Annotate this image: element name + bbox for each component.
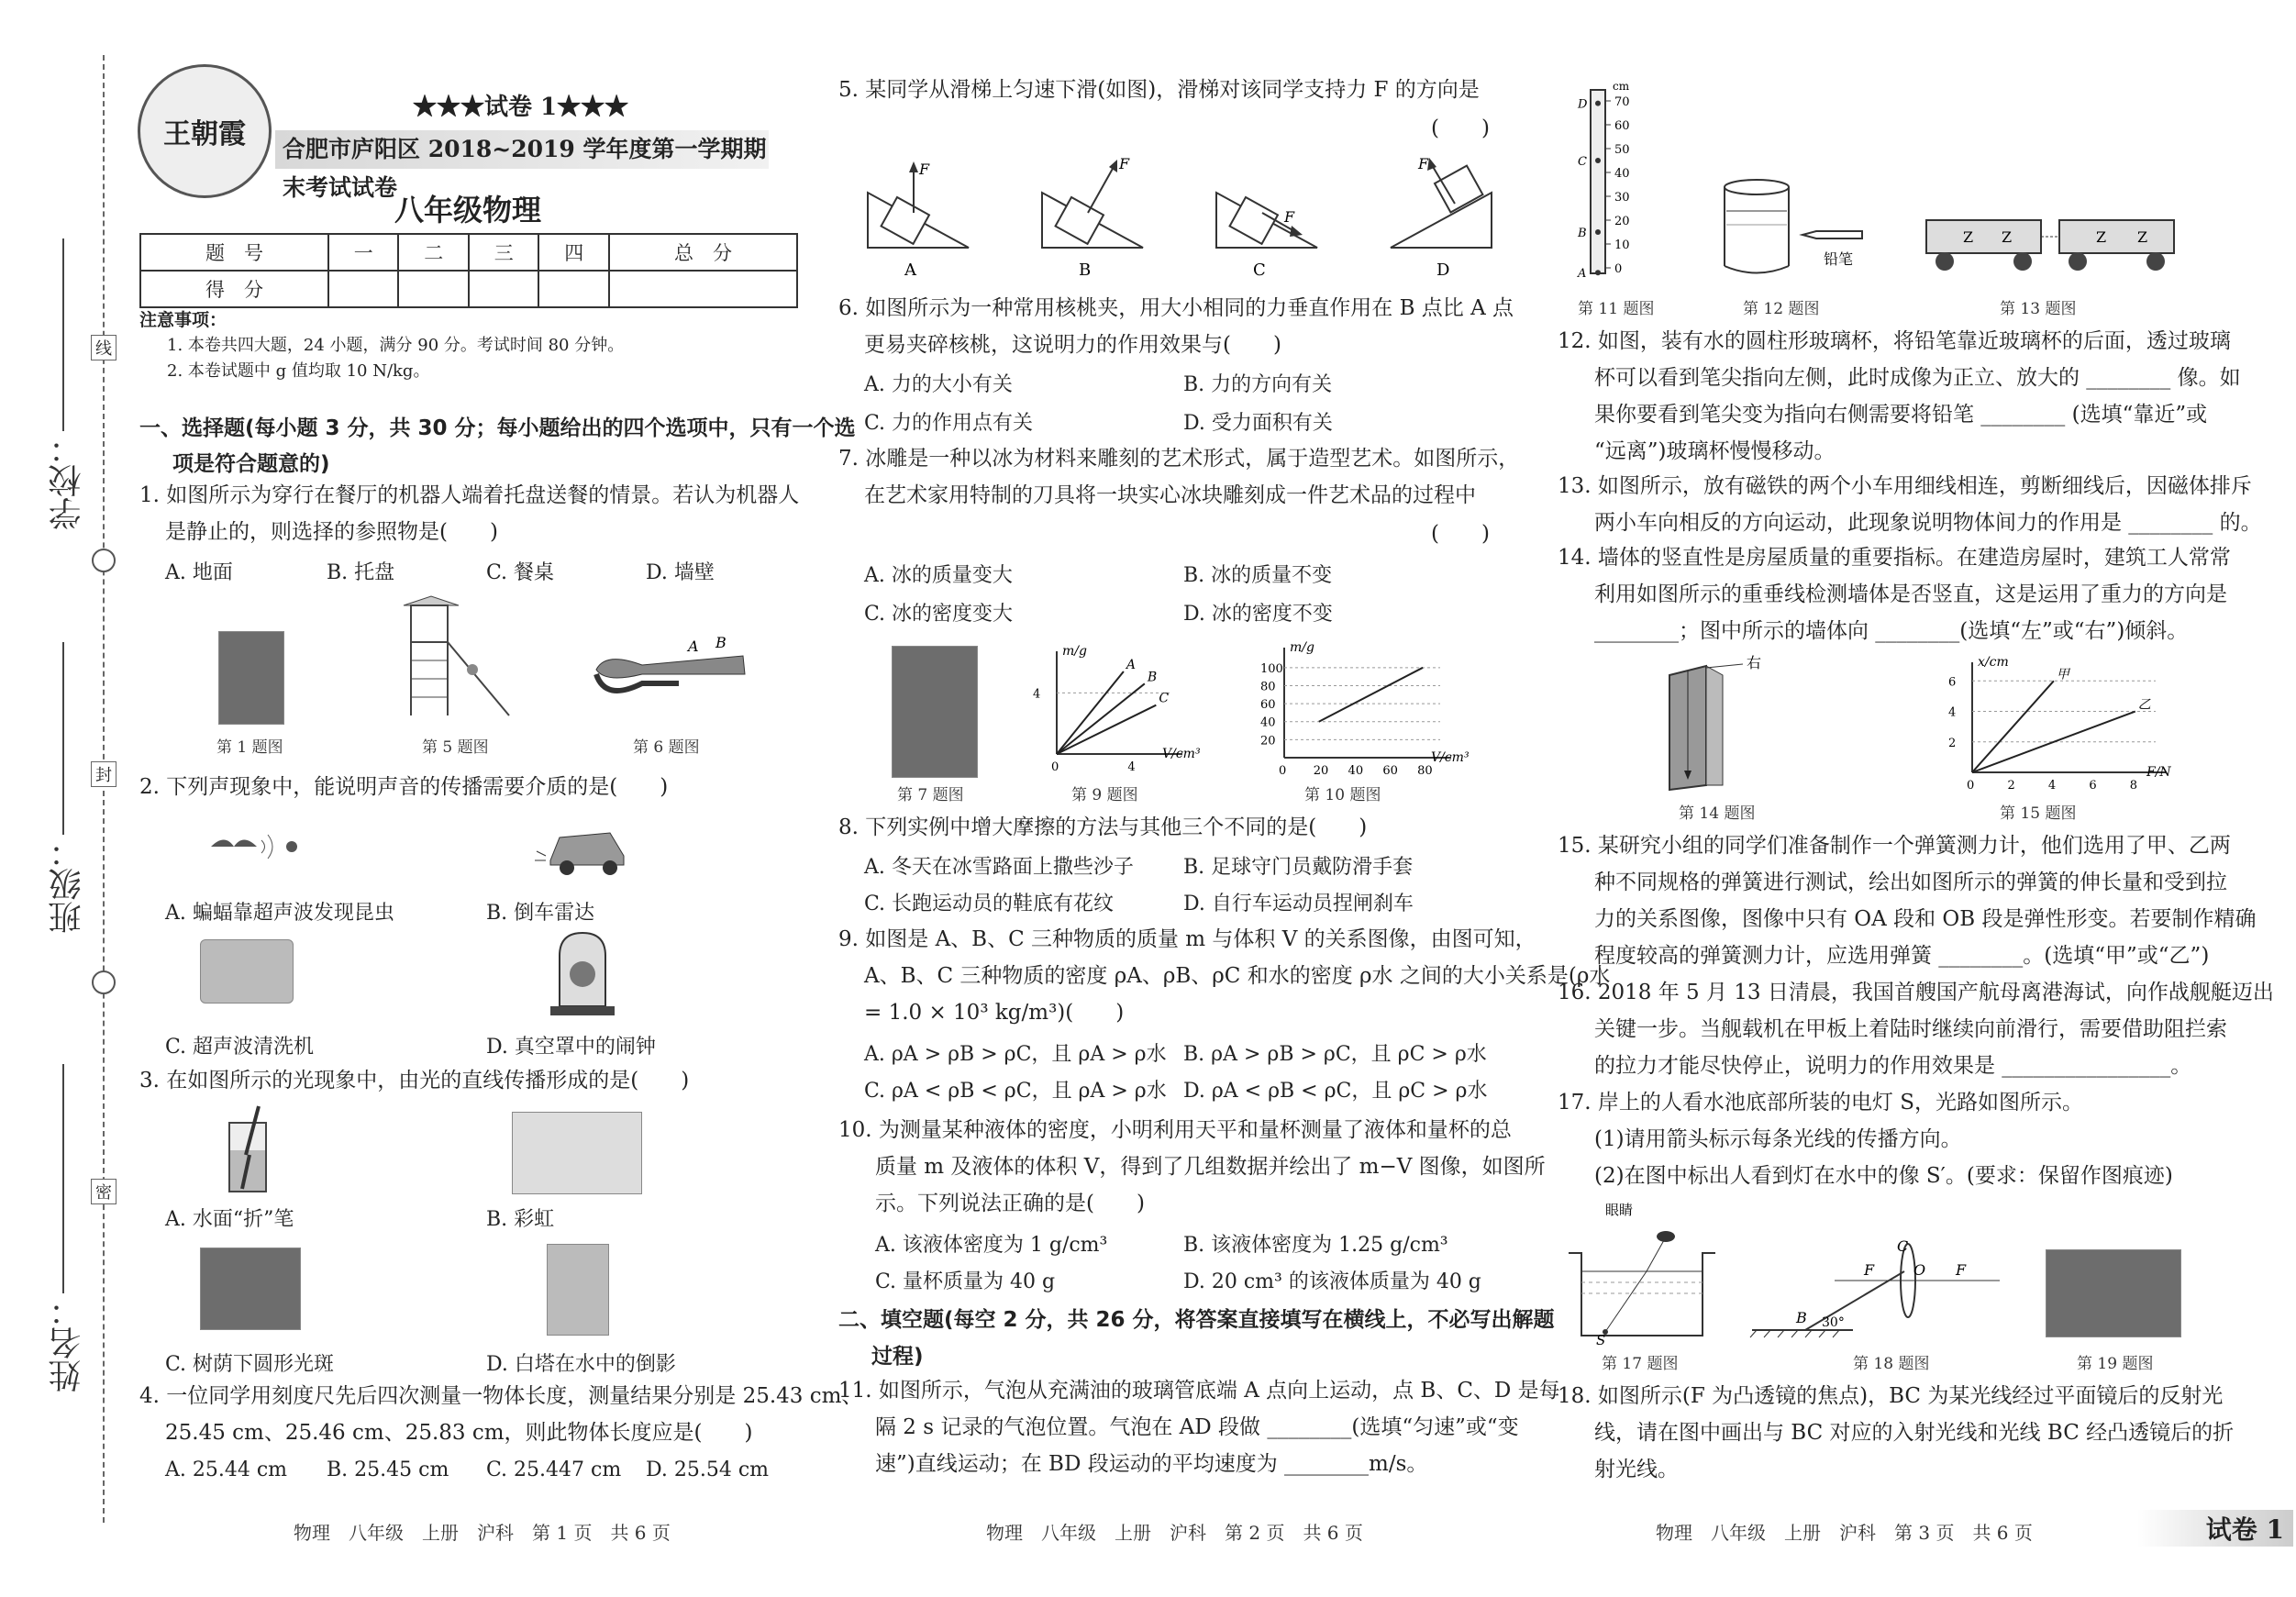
x-tick-label: 4 xyxy=(2047,779,2057,793)
svg-text:Z: Z xyxy=(2096,228,2107,246)
q1-option-c[interactable]: C. 餐桌 xyxy=(486,561,555,584)
series-line xyxy=(1972,681,2054,772)
scale-label: 20 xyxy=(1614,215,1630,228)
q9-chart xyxy=(1027,642,1201,780)
scale-label: 70 xyxy=(1614,95,1630,109)
q10-option-a[interactable]: A. 该液体密度为 1 g/cm³ xyxy=(875,1234,1108,1257)
lamp-label: S xyxy=(1596,1332,1606,1348)
series-line xyxy=(1057,683,1145,754)
question-2-stem: 2. 下列声现象中，能说明声音的传播需要介质的是( ) xyxy=(139,775,669,799)
q7-option-b[interactable]: B. 冰的质量不变 xyxy=(1183,564,1333,587)
question-9-stem-cont2: = 1.0 × 10³ kg/m³)( ) xyxy=(864,1001,1125,1025)
question-18-stem: 18. 如图所示(F 为凸透镜的焦点)，BC 为某光线经过平面镜后的反射光 xyxy=(1558,1384,2224,1408)
q5-label-b: B xyxy=(1079,261,1092,280)
point-label: C xyxy=(1578,155,1587,169)
q5-label-a: A xyxy=(904,261,916,280)
y-axis-label: x/cm xyxy=(1978,655,2009,670)
paper-tag: ★★★试卷 1★★★ xyxy=(413,94,629,121)
question-10-stem: 10. 为测量某种液体的密度，小明利用天平和量杯测量了液体和量杯的总 xyxy=(838,1118,1512,1142)
series-label: 甲 xyxy=(2056,667,2069,682)
x-axis-label: V/cm³ xyxy=(1431,750,1470,765)
question-12-stem-cont: 杯可以看到笔尖指向左侧，此时成像为正立、放大的 ________ 像。如 xyxy=(1594,366,2241,390)
q5-option-d-figure[interactable] xyxy=(1391,155,1492,280)
question-15-stem-cont: 种不同规格的弹簧进行测试，绘出如图所示的弹簧的伸长量和受到拉 xyxy=(1594,871,2227,894)
figure-caption-9: 第 9 题图 xyxy=(1071,786,1138,804)
q2-option-b[interactable]: B. 倒车雷达 xyxy=(486,902,595,925)
x-tick-label: 0 xyxy=(1051,760,1059,774)
q7-option-c[interactable]: C. 冰的密度变大 xyxy=(864,603,1014,626)
rainbow-photo xyxy=(512,1112,642,1194)
scale-label: 10 xyxy=(1614,238,1630,252)
score-header-cell: 二 xyxy=(398,234,468,271)
question-1-stem-cont: 是静止的，则选择的参照物是( ) xyxy=(165,520,498,544)
angle-label: 30° xyxy=(1822,1315,1845,1330)
q17-pool-figure xyxy=(1569,1198,1715,1348)
series-label: B xyxy=(1147,670,1158,685)
name-label: 姓名： xyxy=(49,1293,86,1392)
question-8-stem: 8. 下列实例中增大摩擦的方法与其他三个不同的是( ) xyxy=(838,815,1368,839)
point-label: A xyxy=(1578,267,1587,282)
q8-option-d[interactable]: D. 自行车运动员捏闸刹车 xyxy=(1183,893,1414,915)
scale-label: 40 xyxy=(1614,167,1630,181)
question-16-stem: 16. 2018 年 5 月 13 日清晨，我国首艘国产航母离港海试，向作战舰艇迈出 xyxy=(1558,981,2274,1004)
bubble-mark xyxy=(1595,158,1601,163)
x-tick-label: 0 xyxy=(1967,779,1975,793)
x-tick-label: 60 xyxy=(1382,764,1398,778)
page-column-1 xyxy=(0,0,863,1597)
x-tick-label: 2 xyxy=(2007,779,2015,793)
x-tick-label: 0 xyxy=(1279,764,1287,778)
q5-option-a-figure[interactable] xyxy=(868,161,969,280)
q14-brick-wall-figure xyxy=(1651,654,1789,794)
q2-option-d[interactable]: D. 真空罩中的闹钟 xyxy=(486,1036,656,1059)
q8-option-b[interactable]: B. 足球守门员戴防滑手套 xyxy=(1183,856,1414,879)
y-tick-label: 80 xyxy=(1260,680,1276,694)
series-line xyxy=(1319,668,1423,722)
series-label: 乙 xyxy=(2137,697,2151,713)
series-line xyxy=(1057,705,1156,754)
q4-option-b[interactable]: B. 25.45 cm xyxy=(327,1458,449,1481)
q10-chart xyxy=(1248,637,1470,783)
q11-oil-tube-figure xyxy=(1559,81,1669,292)
y-tick-label: 20 xyxy=(1260,734,1276,749)
q10-option-c[interactable]: C. 量杯质量为 40 g xyxy=(875,1270,1056,1293)
score-header-cell: 四 xyxy=(538,234,608,271)
series-label: C xyxy=(1159,691,1170,706)
y-tick-label: 6 xyxy=(1948,675,1957,690)
x-tick-label: 6 xyxy=(2089,779,2097,793)
force-label: F xyxy=(1284,208,1295,226)
bat-figure xyxy=(202,824,303,870)
question-5-stem: 5. 某同学从滑梯上匀速下滑(如图)，滑梯对该同学支持力 F 的方向是 xyxy=(838,78,1480,102)
question-7-stem: 7. 冰雕是一种以冰为材料来雕刻的艺术形式，属于造型艺术。如图所示， xyxy=(838,447,1520,471)
question-6-stem: 6. 如图所示为一种常用核桃夹，用大小相同的力垂直作用在 B 点比 A 点 xyxy=(838,296,1514,320)
question-5-paren: ( ) xyxy=(1431,116,1490,140)
series-line xyxy=(1057,671,1124,754)
figure-caption-7: 第 7 题图 xyxy=(897,786,964,804)
exam-title: 合肥市庐阳区 2018~2019 学年度第一学期期末考试试卷 xyxy=(275,130,769,169)
school-label: 学校： xyxy=(49,431,86,530)
q1-option-a[interactable]: A. 地面 xyxy=(165,561,233,584)
brand-name: 王朝霞 xyxy=(163,118,246,150)
score-cell[interactable] xyxy=(609,271,797,307)
score-cell[interactable] xyxy=(538,271,608,307)
q18-lens-figure xyxy=(1743,1238,2018,1348)
y-axis-label: m/g xyxy=(1290,640,1314,655)
q1-option-b[interactable]: B. 托盘 xyxy=(327,561,395,584)
score-row-label: 得 分 xyxy=(140,271,328,307)
question-17-part2: (2)在图中标出人看到灯在水中的像 S′。(要求：保留作图痕迹) xyxy=(1594,1164,2173,1188)
question-14-stem-cont2: ________；图中所示的墙体向 ________(选填“左”或“右”)倾斜。 xyxy=(1594,619,2189,643)
q7-option-d[interactable]: D. 冰的密度不变 xyxy=(1183,603,1333,626)
svg-text:Z: Z xyxy=(2137,228,2148,246)
question-10-stem-cont2: 示。下列说法正确的是( ) xyxy=(875,1192,1145,1215)
question-15-stem-cont3: 程度较高的弹簧测力计，应选用弹簧 ________。(选填“甲”或“乙”) xyxy=(1594,944,2210,968)
section-1-heading: 一、选择题(每小题 3 分，共 30 分；每小题给出的四个选项中，只有一个选 xyxy=(139,416,856,440)
question-15-stem-cont2: 力的关系图像，图像中只有 OA 段和 OB 段是弹性形变。若要制作精确 xyxy=(1594,907,2257,931)
figure-caption-11: 第 11 题图 xyxy=(1578,300,1655,318)
x-tick-label: 4 xyxy=(1127,760,1136,774)
x-tick-label: 80 xyxy=(1417,764,1433,778)
q6-option-b[interactable]: B. 力的方向有关 xyxy=(1183,373,1333,396)
question-14-stem-cont: 利用如图所示的重垂线检测墙体是否竖直，这是运用了重力的方向是 xyxy=(1594,582,2227,606)
q9-option-d[interactable]: D. ρA < ρB < ρC，且 ρC > ρ水 xyxy=(1183,1080,1488,1103)
q8-option-c[interactable]: C. 长跑运动员的鞋底有花纹 xyxy=(864,893,1115,915)
page-column-3 xyxy=(1550,0,2296,1597)
y-tick-label: 40 xyxy=(1260,715,1276,730)
q6-option-a[interactable]: A. 力的大小有关 xyxy=(864,373,1013,396)
q3-option-a[interactable]: A. 水面“折”笔 xyxy=(165,1208,294,1231)
point-b-label: B xyxy=(1796,1309,1807,1326)
question-13-stem: 13. 如图所示，放有磁铁的两个小车用细线相连，剪断细线后，因磁体排斥 xyxy=(1558,474,2252,498)
q5-label-d: D xyxy=(1436,261,1450,280)
q5-incline-options xyxy=(859,156,1501,284)
q4-option-d[interactable]: D. 25.54 cm xyxy=(646,1458,769,1481)
q9-option-c[interactable]: C. ρA < ρB < ρC，且 ρA > ρ水 xyxy=(864,1080,1167,1103)
scale-label: 30 xyxy=(1614,191,1630,205)
series-label: A xyxy=(1126,658,1137,672)
question-10-stem-cont: 质量 m 及液体的体积 V，得到了几组数据并绘出了 m−V 图像，如图所 xyxy=(875,1155,1546,1179)
x-tick-label: 8 xyxy=(2129,779,2138,793)
question-9-stem: 9. 如图是 A、B、C 三种物质的质量 m 与体积 V 的关系图像，由图可知， xyxy=(838,927,1536,951)
force-label: F xyxy=(1418,155,1429,172)
ice-sculpture-photo xyxy=(892,646,978,778)
q2-option-c[interactable]: C. 超声波清洗机 xyxy=(165,1036,315,1059)
question-3-stem: 3. 在如图所示的光现象中，由光的直线传播形成的是( ) xyxy=(139,1069,690,1092)
y-tick-label: 2 xyxy=(1948,736,1957,750)
eye-label: 眼睛 xyxy=(1605,1202,1634,1218)
direction-label: 右 xyxy=(1747,654,1762,671)
question-12-stem-cont3: “远离”)玻璃杯慢慢移动。 xyxy=(1594,439,1836,463)
question-7-stem-cont: 在艺术家用特制的刀具将一块实心冰块雕刻成一件艺术品的过程中 xyxy=(864,483,1476,507)
q13-magnet-carts-figure xyxy=(1917,202,2192,284)
q15-chart xyxy=(1945,653,2183,800)
q3-option-d[interactable]: D. 白塔在水中的倒影 xyxy=(486,1353,676,1376)
footer-page-2: 物理 八年级 上册 沪科 第 2 页 共 6 页 xyxy=(986,1522,1363,1544)
svg-text:Z: Z xyxy=(2002,228,2013,246)
x-axis-label: F/N xyxy=(2146,765,2171,780)
section-2-heading-cont: 过程) xyxy=(871,1345,924,1369)
question-14-stem: 14. 墙体的竖直性是房屋质量的重要指标。在建造房屋时，建筑工人常常 xyxy=(1558,546,2231,570)
question-13-stem-cont: 两小车向相反的方向运动，此现象说明物体间力的作用是 ________ 的。 xyxy=(1594,511,2262,535)
question-6-stem-cont: 更易夹碎核桃，这说明力的作用效果与( ) xyxy=(864,333,1281,357)
seal-char-line: 线 xyxy=(91,335,116,360)
unit-label: cm xyxy=(1613,80,1630,93)
figure-caption-13: 第 13 题图 xyxy=(2000,300,2077,318)
point-c-label: C xyxy=(1897,1237,1909,1255)
page-column-2 xyxy=(826,0,1611,1597)
score-header-cell: 一 xyxy=(328,234,398,271)
notes-item: 2. 本卷试题中 g 值均取 10 N/kg。 xyxy=(167,361,430,381)
x-tick-label: 20 xyxy=(1313,764,1329,778)
question-17-part1: (1)请用箭头标示每条光线的传播方向。 xyxy=(1594,1127,1962,1151)
y-axis-label: m/g xyxy=(1062,644,1087,659)
focus-left-label: F xyxy=(1864,1261,1875,1279)
point-label: D xyxy=(1578,97,1588,112)
score-cell[interactable] xyxy=(469,271,538,307)
slide-figure xyxy=(385,596,514,725)
q10-option-b[interactable]: B. 该液体密度为 1.25 g/cm³ xyxy=(1183,1234,1448,1257)
bubble-mark xyxy=(1595,229,1601,235)
question-12-stem-cont2: 果你要看到笔尖变为指向右侧需要将铅笔 ________ (选填“靠近”或 xyxy=(1594,403,2208,427)
question-9-stem-cont: A、B、C 三种物质的密度 ρA、ρB、ρC 和水的密度 ρ水 之间的大小关系是(ρ水 xyxy=(864,964,1611,988)
brand-logo xyxy=(138,64,272,198)
y-tick-label: 4 xyxy=(1033,687,1041,702)
question-17-stem: 17. 岸上的人看水池底部所装的电灯 S，光路如图所示。 xyxy=(1558,1091,2083,1115)
footer-page-1: 物理 八年级 上册 沪科 第 1 页 共 6 页 xyxy=(294,1522,671,1544)
scale-label: 0 xyxy=(1614,262,1623,276)
notes-item: 1. 本卷共四大题，24 小题，满分 90 分。考试时间 80 分钟。 xyxy=(167,336,625,355)
footer-page-3: 物理 八年级 上册 沪科 第 3 页 共 6 页 xyxy=(1656,1522,2033,1544)
svg-text:B: B xyxy=(715,634,727,651)
q5-option-c-figure[interactable] xyxy=(1216,193,1317,280)
ultrasonic-cleaner-photo xyxy=(200,939,294,1004)
q8-option-a[interactable]: A. 冬天在冰雪路面上撒些沙子 xyxy=(864,856,1134,879)
score-cell[interactable] xyxy=(328,271,398,307)
q6-option-d[interactable]: D. 受力面积有关 xyxy=(1183,412,1333,435)
optic-center-label: O xyxy=(1913,1261,1926,1279)
figure-caption-14: 第 14 题图 xyxy=(1679,804,1756,823)
q9-option-b[interactable]: B. ρA > ρB > ρC，且 ρC > ρ水 xyxy=(1183,1043,1487,1066)
bubble-mark xyxy=(1595,101,1601,106)
question-11-stem-cont: 隔 2 s 记录的气泡位置。气泡在 AD 段做 ________(选填“匀速”或“变 xyxy=(875,1415,1519,1439)
pencil-label: 铅笔 xyxy=(1824,250,1854,268)
score-cell[interactable] xyxy=(398,271,468,307)
tree-shade-light-spots-photo xyxy=(200,1248,301,1330)
figure-caption-5: 第 5 题图 xyxy=(422,738,489,757)
question-16-stem-cont2: 的拉力才能尽快停止，说明力的作用效果是 ________________。 xyxy=(1594,1054,2192,1078)
nutcracker-figure xyxy=(587,633,752,715)
question-11-stem-cont2: 速”)直线运动；在 BD 段运动的平均速度为 ________m/s。 xyxy=(875,1452,1428,1476)
vacuum-bell-jar-figure xyxy=(550,928,615,1020)
y-tick-label: 60 xyxy=(1260,698,1276,713)
question-1-stem: 1. 如图所示为穿行在餐厅的机器人端着托盘送餐的情景。若认为机器人 xyxy=(139,483,800,507)
q5-option-b-figure[interactable] xyxy=(1042,155,1143,280)
q5-label-c: C xyxy=(1253,261,1266,280)
robot-waiter-photo xyxy=(218,631,284,725)
question-11-stem: 11. 如图所示，气泡从充满油的玻璃管底端 A 点向上运动，点 B、C、D 是每 xyxy=(838,1379,1560,1403)
question-18-stem-cont: 线，请在图中画出与 BC 对应的入射光线和光线 BC 经凸透镜后的折 xyxy=(1594,1421,2235,1445)
figure-caption-18: 第 18 题图 xyxy=(1853,1355,1930,1373)
figure-caption-15: 第 15 题图 xyxy=(2000,804,2077,823)
pencil-in-glass-figure xyxy=(222,1104,277,1196)
score-header-cell: 总 分 xyxy=(609,234,797,271)
q12-glass-pencil-figure xyxy=(1715,174,1880,284)
white-pagoda-reflection-photo xyxy=(547,1244,609,1336)
y-tick-label: 4 xyxy=(1948,705,1957,720)
notes-title: 注意事项： xyxy=(139,310,227,330)
score-header-cell: 题 号 xyxy=(140,234,328,271)
figure-caption-6: 第 6 题图 xyxy=(633,738,700,757)
figure-caption-19: 第 19 题图 xyxy=(2077,1355,2154,1373)
question-12-stem: 12. 如图，装有水的圆柱形玻璃杯，将铅笔靠近玻璃杯的后面，透过玻璃 xyxy=(1558,329,2231,353)
figure-caption-17: 第 17 题图 xyxy=(1602,1355,1679,1373)
question-7-paren: ( ) xyxy=(1431,522,1490,546)
q9-option-a[interactable]: A. ρA > ρB > ρC，且 ρA > ρ水 xyxy=(864,1043,1167,1066)
glass-tube xyxy=(1591,90,1605,273)
figure-caption-1: 第 1 题图 xyxy=(216,738,283,757)
focus-right-label: F xyxy=(1956,1261,1967,1279)
question-18-stem-cont2: 射光线。 xyxy=(1594,1458,1679,1481)
q7-option-a[interactable]: A. 冰的质量变大 xyxy=(864,564,1013,587)
car-radar-figure xyxy=(532,815,633,879)
force-label: F xyxy=(919,161,930,178)
q3-option-c[interactable]: C. 树荫下圆形光斑 xyxy=(165,1353,335,1376)
force-label: F xyxy=(1119,155,1130,172)
y-tick-label: 100 xyxy=(1260,661,1283,676)
bubble-mark xyxy=(1595,270,1601,275)
q10-option-d[interactable]: D. 20 cm³ 的该液体质量为 40 g xyxy=(1183,1270,1481,1293)
seal-char-seal: 封 xyxy=(91,761,116,787)
subject-title: 八年级物理 xyxy=(394,193,542,227)
seal-char-secret: 密 xyxy=(91,1179,116,1204)
question-4-stem-cont: 25.45 cm、25.46 cm、25.83 cm，则此物体长度应是( ) xyxy=(165,1421,753,1445)
x-axis-label: V/cm³ xyxy=(1162,747,1201,761)
point-label: B xyxy=(1578,227,1587,240)
q19-tug-photo xyxy=(2046,1249,2181,1337)
figure-caption-10: 第 10 题图 xyxy=(1304,786,1381,804)
class-label: 班级： xyxy=(49,835,86,934)
x-tick-label: 40 xyxy=(1348,764,1364,778)
section-2-heading: 二、填空题(每空 2 分，共 26 分，将答案直接填写在横线上，不必写出解题 xyxy=(838,1308,1555,1332)
q2-option-a[interactable]: A. 蝙蝠靠超声波发现昆虫 xyxy=(165,902,394,925)
question-16-stem-cont: 关键一步。当舰载机在甲板上着陆时继续向前滑行，需要借助阻拦索 xyxy=(1594,1017,2227,1041)
question-4-stem: 4. 一位同学用刻度尺先后四次测量一物体长度，测量结果分别是 25.43 cm、 xyxy=(139,1384,863,1408)
paper-tag-footer: 试卷 1 xyxy=(2137,1510,2293,1547)
q1-option-d[interactable]: D. 墙壁 xyxy=(646,561,715,584)
question-15-stem: 15. 某研究小组的同学们准备制作一个弹簧测力计，他们选用了甲、乙两 xyxy=(1558,834,2231,858)
q6-option-c[interactable]: C. 力的作用点有关 xyxy=(864,412,1034,435)
svg-text:Z: Z xyxy=(1963,228,1974,246)
section-1-heading-cont: 项是符合题意的) xyxy=(172,452,330,476)
q4-option-a[interactable]: A. 25.44 cm xyxy=(165,1458,288,1481)
figure-caption-12: 第 12 题图 xyxy=(1743,300,1820,318)
q3-option-b[interactable]: B. 彩虹 xyxy=(486,1208,555,1231)
scale-label: 60 xyxy=(1614,119,1630,133)
q4-option-c[interactable]: C. 25.447 cm xyxy=(486,1458,622,1481)
score-table xyxy=(139,233,798,308)
scale-label: 50 xyxy=(1614,143,1630,157)
svg-text:A: A xyxy=(688,638,699,655)
score-header-cell: 三 xyxy=(469,234,538,271)
